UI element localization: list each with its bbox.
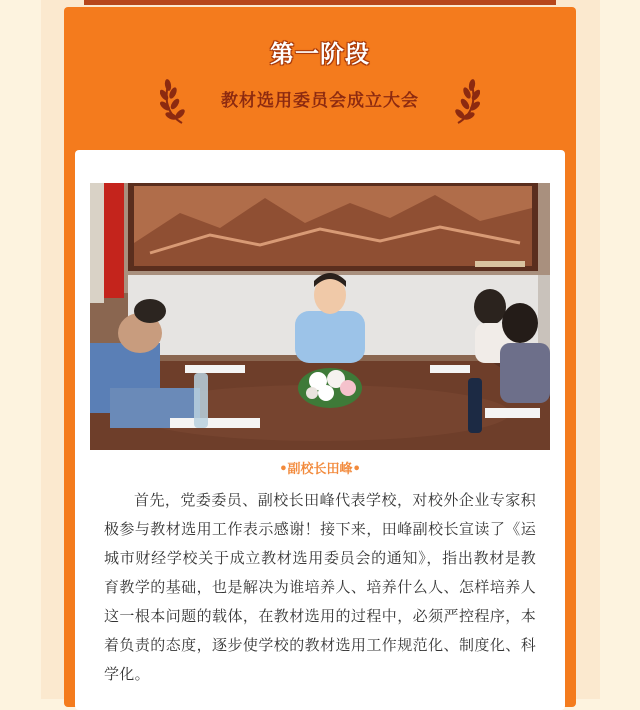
meeting-photo [90, 183, 550, 450]
content-card [75, 150, 565, 710]
photo-caption: •副校长田峰• [279, 462, 361, 477]
section-subtitle: 教材选用委员会成立大会 [221, 91, 419, 111]
laurel-right-icon [450, 71, 480, 127]
section-panel [64, 7, 576, 707]
top-divider [84, 0, 556, 5]
stage-title: 第一阶段 [270, 40, 370, 68]
article-paragraph: 首先，党委委员、副校长田峰代表学校，对校外企业专家积极参与教材选用工作表示感谢！接下来，田峰副校长宣读了《运城市财经学校关于成立教材选用委员会的通知》，指出教材是教育教学的基础，也是解决为谁培养人、培养什么人、怎样培养人这一根本问题的载体，在教材选用的过程中，必须严控程序，本着负责的态度，逐步使学校的教材选用工作规范化、制度化、科学化。 [104, 491, 536, 683]
